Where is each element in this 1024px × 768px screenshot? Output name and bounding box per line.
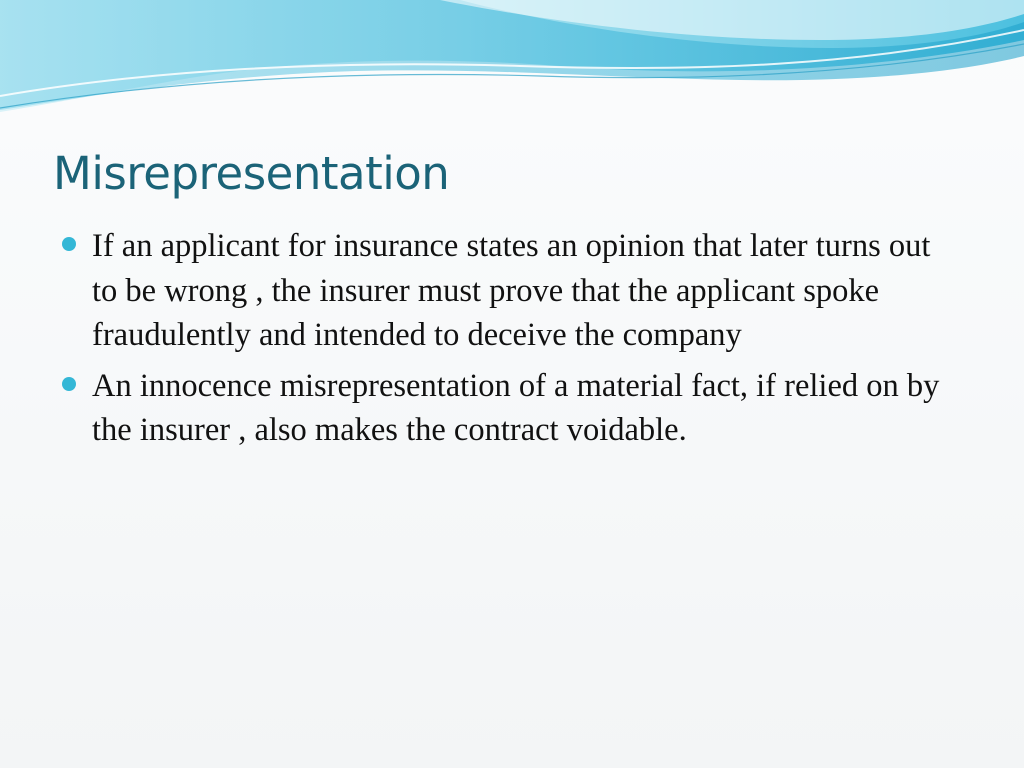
bullet-list [62, 224, 962, 459]
bullet-item [62, 364, 962, 453]
bullet-dot-icon [62, 237, 76, 251]
bullet-dot-icon [62, 377, 76, 391]
slide-title: Misrepresentation [53, 147, 450, 200]
bullet-text: If an applicant for insurance states an opinion that later turns out to be wrong , the insurer must prove that the applicant spoke fraudulently and intended to deceive the company [92, 228, 931, 353]
wave-banner-decoration [0, 0, 1024, 120]
bullet-text: An innocence misrepresentation of a material fact, if relied on by the insurer , also makes the contract voidable. [92, 367, 940, 448]
bullet-item [62, 224, 962, 358]
